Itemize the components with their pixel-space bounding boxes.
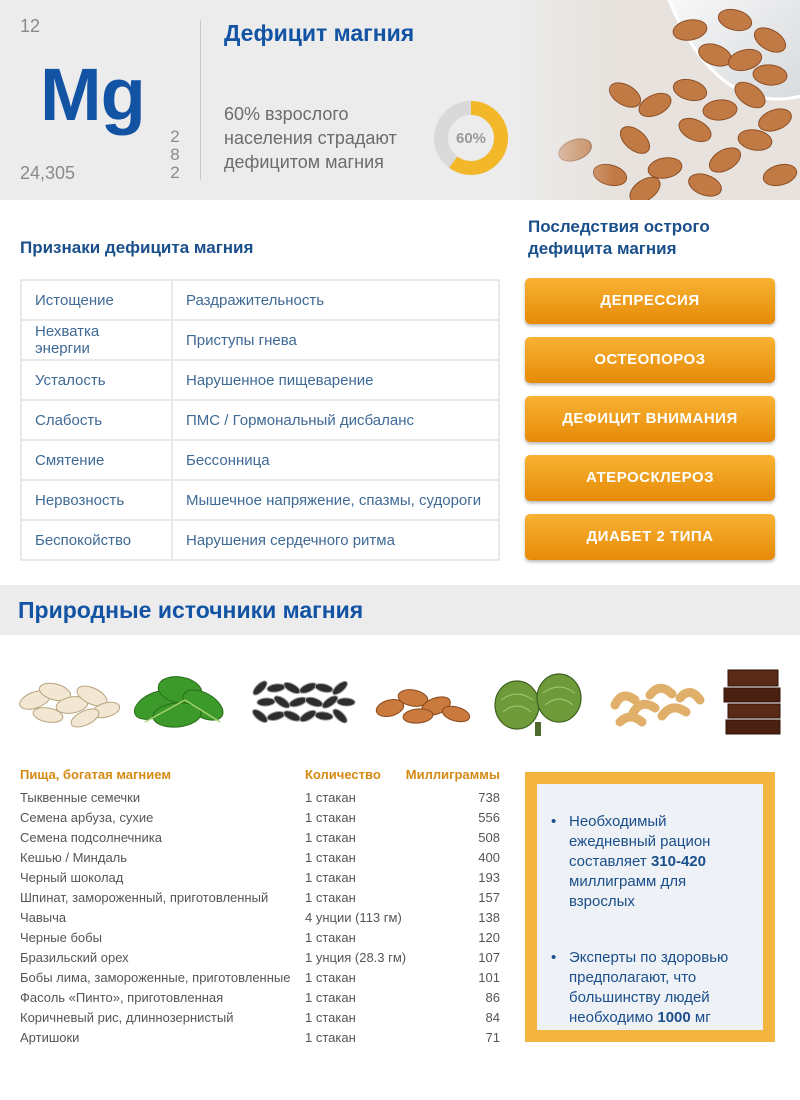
food-name: Семена подсолнечника [20,830,162,845]
food-mg: 71 [485,1030,500,1045]
food-quantity: 4 унции (113 гм) [305,910,402,925]
sunflower-seed-shape [304,695,324,708]
table-row [21,400,499,440]
sunflower-seed-shape [251,679,269,697]
info-text-part: Эксперты по здоровью предполагают, что большинству людей необходимо [569,949,729,1026]
quantity-column-header: Количество [305,767,381,782]
info-inner [537,784,763,1030]
food-mg: 508 [478,830,500,845]
sign-cell: ПМС / Гормональный дисбаланс [172,400,499,440]
sunflower-seed-shape [314,682,333,694]
food-name: Черные бобы [20,930,102,945]
food-name: Тыквенные семечки [20,790,141,805]
table-row [21,520,499,560]
food-column-header: Пища, богатая магнием [20,767,171,782]
food-mg: 138 [478,910,500,925]
element-symbol: Mg [40,53,145,136]
food-mg: 86 [485,990,500,1005]
sunflower-seed-shape [337,698,355,707]
spinach-icon [125,660,235,740]
food-name: Черный шоколад [20,870,124,885]
bullet-icon: • [551,949,557,966]
deficiency-stat-text: 60% взрослого населения страдают дефицитом магния [224,104,397,172]
sunflower-seed-shape [266,710,285,722]
food-name: Кешью / Миндаль [20,850,128,865]
sunflower-seeds-icon [245,660,360,740]
sign-cell: Нарушенное пищеварение [172,360,499,400]
sign-cell: Нарушения сердечного ритма [172,520,499,560]
table-row [20,868,500,888]
sunflower-seed-shape [331,679,350,697]
sunflower-seed-shape [288,695,308,708]
consequence-depression-button[interactable]: ДЕПРЕССИЯ [525,278,775,324]
food-mg: 738 [478,790,500,805]
info-item-daily-ration [551,812,749,912]
sunflower-seed-shape [250,707,269,725]
sources-band [0,585,800,635]
food-quantity: 1 стакан [305,810,356,825]
table-row [20,988,500,1008]
donut-label: 60% [455,130,487,147]
food-name: Бобы лима, замороженные, приготовленные [20,970,291,985]
food-mg: 400 [478,850,500,865]
food-mg: 84 [485,1010,500,1025]
sign-cell: Мышечное напряжение, спазмы, судороги [172,480,499,520]
sign-cell: Смятение [21,440,172,480]
info-item-expert-advice [551,948,749,1028]
food-quantity: 1 стакан [305,990,356,1005]
header-banner [0,0,800,200]
food-quantity: 1 стакан [305,970,356,985]
table-row [20,928,500,948]
food-mg: 157 [478,890,500,905]
food-quantity: 1 стакан [305,930,356,945]
header-divider [200,20,201,180]
food-quantity: 1 стакан [305,850,356,865]
food-mg: 107 [478,950,500,965]
food-quantity: 1 стакан [305,890,356,905]
sign-cell: Раздражительность [172,280,499,320]
milligrams-column-header: Миллиграммы [405,767,500,782]
atomic-mass: 24,305 [20,163,76,183]
info-highlight: 1000 [657,1009,691,1026]
chocolate-icon [718,662,788,742]
food-name: Фасоль «Пинто», приготовленная [20,990,224,1005]
shell-2: 8 [170,145,180,164]
sign-cell: Нехватка энергии [21,320,172,360]
table-row [21,480,499,520]
info-text-part: миллиграмм для взрослых [569,873,687,910]
food-name: Чавыча [20,910,67,925]
atomic-number: 12 [20,16,41,36]
signs-table [20,279,500,561]
table-row [20,828,500,848]
table-row [20,808,500,828]
sunflower-seed-shape [315,711,334,721]
percentage-donut-chart [430,97,512,179]
table-row [21,440,499,480]
table-row [20,968,500,988]
consequence-osteoporosis-button[interactable]: ОСТЕОПОРОЗ [525,337,775,383]
table-row [21,320,499,360]
info-highlight: 310-420 [650,853,706,870]
food-name: Бразильский орех [20,950,129,965]
artichoke-icon [485,660,590,740]
daily-intake-info-box [525,772,775,1042]
table-row [20,888,500,908]
almonds-icon [368,660,478,740]
electron-configuration [168,128,182,182]
sign-cell: Слабость [21,400,172,440]
table-row [20,948,500,968]
shell-1: 2 [170,127,180,146]
food-mg: 101 [478,970,500,985]
table-row [21,280,499,320]
sunflower-seed-shape [331,707,350,725]
consequences-title: Последствия острого дефицита магния [528,217,710,258]
food-table [20,788,500,1048]
sunflower-seed-shape [298,681,318,696]
consequence-diabetes-button[interactable]: ДИАБЕТ 2 ТИПА [525,514,775,560]
food-quantity: 1 стакан [305,870,356,885]
sign-cell: Беспокойство [21,520,172,560]
table-row [21,360,499,400]
food-name: Шпинат, замороженный, приготовленный [20,890,269,905]
food-quantity: 1 стакан [305,790,356,805]
consequence-atherosclerosis-button[interactable]: АТЕРОСКЛЕРОЗ [525,455,775,501]
sign-cell: Истощение [21,280,172,320]
table-row [20,788,500,808]
food-quantity: 1 стакан [305,830,356,845]
info-text [569,948,749,1028]
pumpkin-seeds-icon [10,660,125,740]
sunflower-seed-shape [282,680,302,696]
sunflower-seed-shape [257,698,275,707]
food-quantity: 1 стакан [305,1030,356,1045]
food-name: Коричневый рис, длиннозернистый [20,1010,234,1025]
consequence-attention-deficit-button[interactable]: ДЕФИЦИТ ВНИМАНИЯ [525,396,775,442]
shell-3: 2 [170,163,180,182]
signs-title: Признаки дефицита магния [20,238,254,257]
table-row [20,908,500,928]
info-text-part: Необходимый ежедневный рацион составляет [569,813,711,870]
almonds-photo [515,0,800,200]
sign-cell: Приступы гнева [172,320,499,360]
food-mg: 556 [478,810,500,825]
food-mg: 120 [478,930,500,945]
sunflower-seed-shape [267,683,286,693]
food-name: Семена арбуза, сухие [20,810,154,825]
page-title: Дефицит магния [224,20,415,46]
sunflower-seed-shape [282,709,302,723]
food-name: Артишоки [20,1030,80,1045]
table-row [20,1008,500,1028]
sign-cell: Бессонница [172,440,499,480]
sign-cell: Усталость [21,360,172,400]
table-row [20,1028,500,1048]
cashews-icon [600,660,710,740]
sign-cell: Нервозность [21,480,172,520]
food-mg: 193 [478,870,500,885]
bullet-icon: • [551,813,557,830]
table-row [20,848,500,868]
food-quantity: 1 унция (28.3 гм) [305,950,407,965]
food-quantity: 1 стакан [305,1010,356,1025]
sources-title: Природные источники магния [18,597,364,623]
info-text [569,812,749,912]
info-text-part: мг [690,1009,711,1026]
